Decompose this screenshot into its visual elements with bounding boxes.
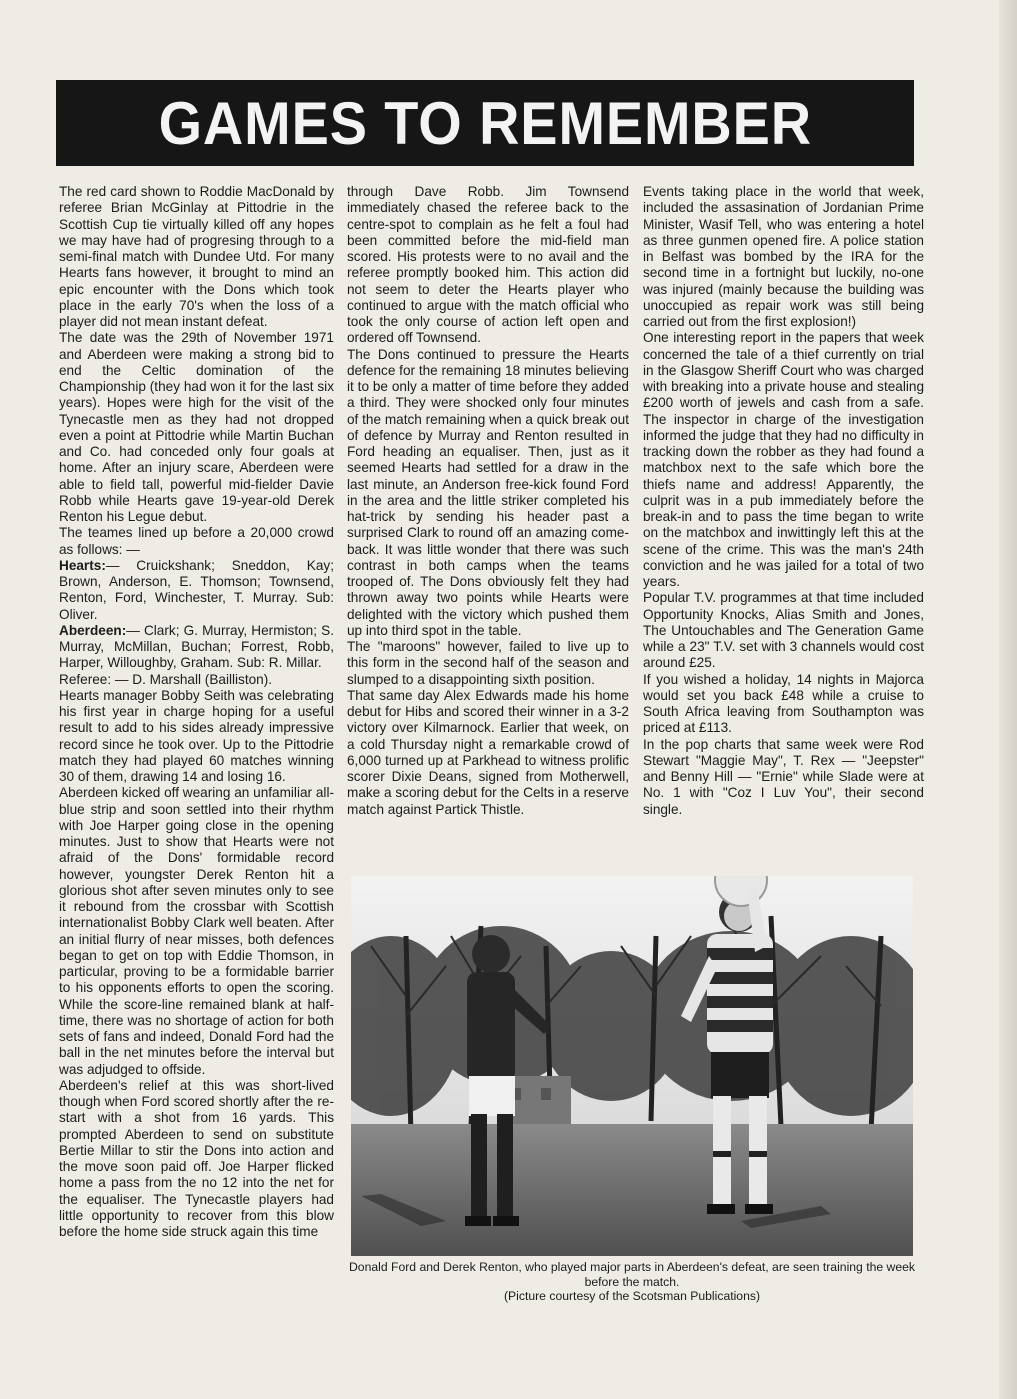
lineup-hearts-label: Hearts: [59,557,106,573]
training-photo [351,876,913,1256]
page-title: GAMES TO REMEMBER [158,89,812,157]
referee-line: Referee: — D. Marshall (Bailliston). [59,671,273,687]
photo-caption [338,1260,926,1304]
paragraph: The "maroons" however, failed to live up to this form in the second half of the season and slumped to a disappointing sixth position. [347,639,629,687]
paragraph: In the pop charts that same week were Rod Stewart "Maggie May", T. Rex — "Jeepster" and Benny Hill — "Ernie" while Slade were at No. 1 with "Coz I Luv You", their second single. [643,736,924,817]
paragraph: Events taking place in the world that week, included the assasination of Jordanian Prime Minister, Wasif Tell, who was entering a hotel as three gunmen opened fire. A police station in Belfast was bombed by the IRA for the second time in a fortnight but luckily, no-one was injured (mainly because the building was unoccupied as repair work was still being carried out from the first explosion!) [643,184,924,329]
paragraph: The Dons continued to pressure the Hearts defence for the remaining 18 minutes believing it to be only a matter of time before they added a third. They were shocked only four minutes of the match remaining when a quick break out of defence by Murray and Renton resulted in Ford heading an equaliser. Then, just as it seemed Hearts had settled for a draw in the last minute, an Anderson free-kick found Ford in the area and the little striker completed his hat-trick by sending his header past a surprised Clark to round off an amazing come-back. It was little wonder that there was such contrast in both camps when the teams trooped of. The Dons obviously felt they had thrown away two points while Hearts were delighted with the victory which pushed them up into third spot in the table. [347,346,629,638]
lineup-hearts-players: — Cruickshank; Sneddon, Kay; Brown, Anderson, E. Thomson; Townsend, Renton, Ford, Winchester, T. Murray. Sub: Oliver. [59,557,334,622]
paragraph: Popular T.V. programmes at that time included Opportunity Knocks, Alias Smith and Jones, The Untouchables and The Generation Game while a 23" T.V. set with 3 channels would cost around £25. [643,590,924,671]
title-banner [56,80,914,166]
article-column-3 [643,184,924,818]
paragraph: Aberdeen's relief at this was short-lived though when Ford scored shortly after the re-start with a shot from 16 yards. This prompted Aberdeen to send on substitute Bertie Millar to stir the Dons into action and the move soon paid off. Joe Harper flicked home a pass from the no 12 into the net for the equaliser. The Tynecastle players had little opportunity to recover from this blow before the home side struck again this time [59,1077,334,1239]
paragraph: One interesting report in the papers that week concerned the tale of a thief currently on trial in the Glasgow Sheriff Court who was charged with breaking into a private house and stealing £200 worth of jewels and cash from a safe. The inspector in charge of the investigation informed the judge that they had no difficulty in tracking down the robber as they had found a matchbox next to the safe which bore the thiefs name and address! Apparently, the culprit was in a pub immediately before the break-in and to pass the time began to write on the matchbox and inwittingly left this at the scene of the crime. This was the man's 24th conviction and he was jailed for a total of two years. [643,330,924,589]
lineup-aberdeen [59,623,334,672]
caption-credit: (Picture courtesy of the Scotsman Publications) [503,1289,761,1303]
paragraph: The date was the 29th of November 1971 and Aberdeen were making a strong bid to end the Celtic domination of the Championship (they had won it for the last six years). Hopes were high for the visit of the Tynecastle men as they had not dropped even a point at Pittodrie while Martin Buchan and Co. had conceded only four goals at home. After an injury scare, Aberdeen were able to field tall, powerful mid-fielder Davie Robb while Hearts gave 19-year-old Derek Renton his Legue debut. [59,330,334,524]
paragraph: The red card shown to Roddie MacDonald by referee Brian McGinlay at Pittodrie in the Scottish Cup tie virtually killed off any hopes we may have had of progresing through to a semi-final match with Dundee Utd. For many Hearts fans however, it brought to mind an epic encounter with the Dons which took place in the early 70's when the loss of a player did not mean instant defeat. [59,184,334,329]
paragraph: through Dave Robb. Jim Townsend immediately chased the referee back to the centre-spot to complain as he felt a foul had been committed before the mid-field man scored. His protests were to no avail and the referee promptly booked him. This action did not seem to deter the Hearts player who continued to argue with the match official who took the only course of action left open and ordered off Townsend. [347,184,629,346]
page-edge [999,0,1017,1399]
article-column-2 [347,184,629,818]
paragraph: Hearts manager Bobby Seith was celebrating his first year in charge hoping for a useful result to add to his sides already impressive record since he took over. Up to the Pittodrie match they had played 60 matches winning 30 of them, drawing 14 and losing 16. [59,687,334,784]
article-column-1 [59,184,334,1240]
paragraph: The teames lined up before a 20,000 crowd as follows: — [59,525,334,557]
paragraph: That same day Alex Edwards made his home debut for Hibs and scored their winner in a 3-2 victory over Kilmarnock. Earlier that week, on a cold Thursday night a remarkable crowd of 6,000 turned up at Parkhead to witness prolific scorer Dixie Deans, signed from Motherwell, make a scoring debut for the Celts in a reserve match against Partick Thistle. [347,687,629,817]
caption-text: Donald Ford and Derek Renton, who played major parts in Aberdeen's defeat, are seen training the week before the match. [349,1260,915,1289]
lineup-aberdeen-label: Aberdeen: [59,622,127,638]
lineup-aberdeen-players: — Clark; G. Murray, Hermiston; S. Murray, McMillan, Buchan; Forrest, Robb, Harper, Willoughby, Graham. Sub: R. Millar. [59,622,334,671]
paragraph: Aberdeen kicked off wearing an unfamiliar all-blue strip and soon settled into their rhythm with Joe Harper going close in the opening minutes. Just to show that Hearts were not afraid of the Dons' formidable record however, youngster Derek Renton hit a glorious shot after seven minutes only to see it rebound from the crossbar with Scottish internationalist Bobby Clark well beaten. After an initial flurry of near misses, both defences began to get on top with Eddie Thomson, in particular, proving to be a formidable barrier to his opponents efforts to open the scoring. While the score-line remained blank at half-time, there was no shortage of action for both sets of fans and indeed, Donald Ford had the ball in the net minutes before the interval but was adjudged to offside. [59,785,334,1077]
lineup-hearts [59,558,334,623]
paragraph: If you wished a holiday, 14 nights in Majorca would set you back £48 while a cruise to South Africa leaving from Southampton was priced at £113. [643,671,924,736]
